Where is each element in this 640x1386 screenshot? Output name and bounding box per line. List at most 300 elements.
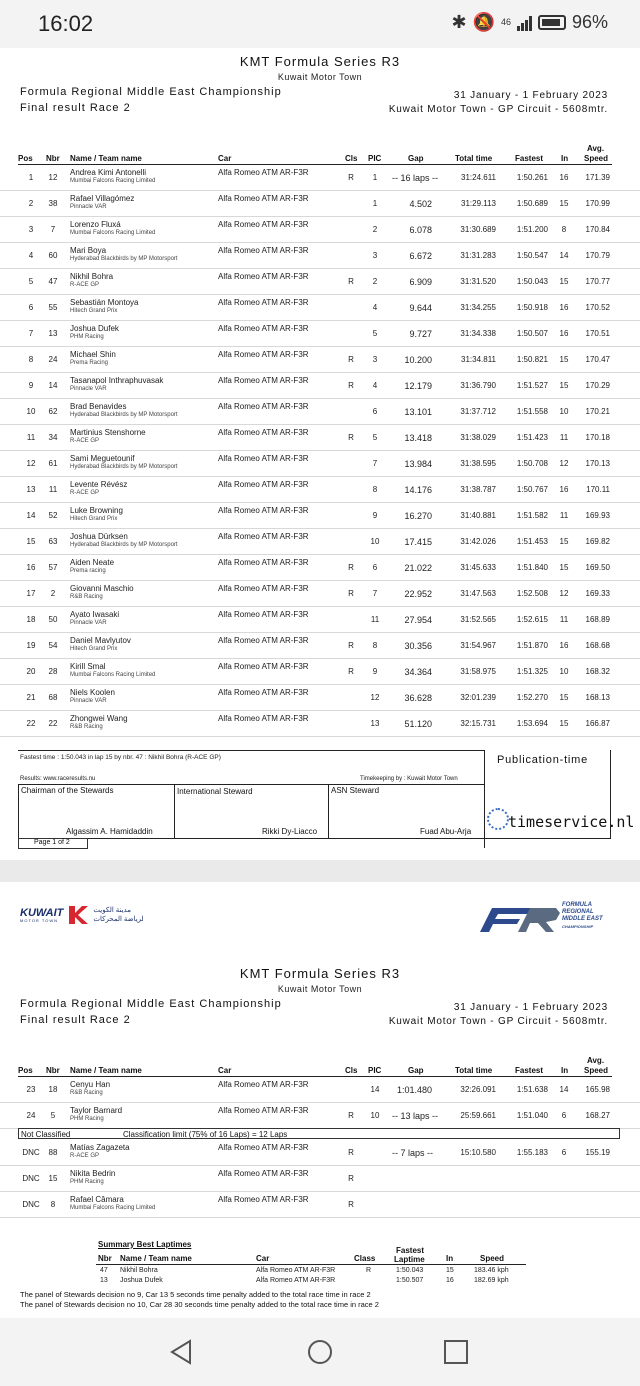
- table-row: [0, 191, 640, 217]
- cell-pic: 2: [372, 277, 378, 286]
- cell-car: Alfa Romeo ATM AR-F3R: [218, 1143, 309, 1152]
- table-row: [0, 503, 640, 529]
- cell-speed: 170.51: [585, 329, 610, 338]
- cell-gap: 6.909: [409, 277, 432, 287]
- cell-name: Daniel Mavlyutov: [70, 636, 131, 645]
- cell-car: Alfa Romeo ATM AR-F3R: [218, 246, 309, 255]
- fastest-time-note: Fastest time : 1:50.043 in lap 15 by nbr. 47 : Nikhil Bohra (R-ACE GP): [20, 754, 221, 761]
- hdr-pic: PIC: [368, 154, 382, 163]
- sum-hdr-class: Class: [354, 1254, 376, 1263]
- timekeeping: Timekeeping by : Kuwait Motor Town: [360, 776, 458, 782]
- cell-speed: 171.39: [585, 173, 610, 182]
- cell-total: 31:30.689: [460, 225, 496, 234]
- cell-pos: 1: [28, 173, 34, 182]
- cell-name: Joshua Dufek: [70, 324, 119, 333]
- cell-pos: 13: [26, 485, 36, 494]
- doc2-session: Final result Race 2: [20, 1014, 131, 1026]
- network-type: 46: [500, 17, 511, 27]
- cell-team: Prema Racing: [70, 360, 109, 366]
- cell-name: Zhongwei Wang: [70, 714, 128, 723]
- cell-fastest: 1:52.270: [516, 693, 548, 702]
- cell-in: 11: [559, 615, 569, 624]
- summary-cell-car: Alfa Romeo ATM AR-F3R: [256, 1277, 336, 1284]
- cell-pic: 1: [372, 173, 378, 182]
- cell-pic: 8: [372, 641, 378, 650]
- cell-pos: 10: [26, 407, 36, 416]
- cell-in: 12: [559, 589, 569, 598]
- cell-fastest: 1:50.821: [516, 355, 548, 364]
- back-icon[interactable]: [168, 1338, 196, 1366]
- cell-cls: R: [348, 173, 354, 182]
- cell-name: Brad Benavides: [70, 402, 127, 411]
- hdr-avg: Avg.: [587, 144, 605, 153]
- summary-cell-car: Alfa Romeo ATM AR-F3R: [256, 1267, 336, 1274]
- doc-championship: Formula Regional Middle East Championship: [20, 86, 282, 98]
- cell-gap: 16.270: [404, 511, 432, 521]
- cell-speed: 168.27: [585, 1111, 610, 1120]
- cell-nbr: 7: [50, 225, 56, 234]
- footer-rule-top: [18, 750, 484, 751]
- cell-in: 16: [559, 329, 569, 338]
- page-number: Page 1 of 2: [34, 839, 70, 846]
- sum-hdr-laptime: Laptime: [394, 1255, 425, 1264]
- cell-gap: 12.179: [404, 381, 432, 391]
- cell-team: R-ACE GP: [70, 1153, 100, 1159]
- cell-fastest: 1:50.918: [516, 303, 548, 312]
- cell-pic: 9: [372, 667, 378, 676]
- cell-cls: R: [348, 355, 354, 364]
- cell-name: Taylor Barnard: [70, 1106, 123, 1115]
- status-icons: [451, 12, 608, 33]
- cell-cls: R: [348, 1174, 354, 1183]
- doc2-venue: Kuwait Motor Town: [277, 984, 363, 994]
- cell-team: Hyderabad Blackbirds by MP Motorsport: [70, 256, 178, 262]
- cell-speed: 168.89: [585, 615, 610, 624]
- summary-cell-class: R: [366, 1267, 372, 1274]
- cell-pic: 5: [372, 433, 378, 442]
- cell-fastest: 1:50.261: [516, 173, 548, 182]
- doc2-title: KMT Formula Series R3: [239, 966, 401, 981]
- table-row: [0, 295, 640, 321]
- sum-hdr-fastest: Fastest: [396, 1246, 425, 1255]
- cell-pos: DNC: [22, 1148, 40, 1157]
- sig-bottom: [18, 838, 610, 839]
- table-row: [0, 425, 640, 451]
- stewards-note-1: The panel of Stewards decision no 9, Car 13 5 seconds time penalty added to the total race time in race 2: [20, 1290, 371, 1299]
- cell-nbr: 55: [48, 303, 58, 312]
- summary-cell-in: 16: [446, 1277, 454, 1284]
- summary-cell-laptime: 1:50.507: [396, 1277, 424, 1284]
- home-icon[interactable]: [306, 1338, 334, 1366]
- fr-text-3: MIDDLE EAST: [562, 916, 603, 922]
- cell-total: 32:15.731: [460, 719, 496, 728]
- cell-gap: 9.727: [409, 329, 432, 339]
- table-row: [0, 529, 640, 555]
- cell-team: Mumbai Falcons Racing Limited: [70, 672, 156, 678]
- table-row: [0, 1077, 640, 1103]
- cell-pos: 16: [26, 563, 36, 572]
- cell-total: 31:47.563: [460, 589, 496, 598]
- cell-fastest: 1:51.200: [516, 225, 548, 234]
- cell-nbr: 50: [48, 615, 58, 624]
- cell-gap: 6.672: [409, 251, 432, 261]
- cell-pos: 6: [28, 303, 34, 312]
- hdr2-pos: Pos: [18, 1066, 33, 1075]
- cell-name: Mari Boya: [70, 246, 107, 255]
- cell-pic: 3: [372, 251, 378, 260]
- battery-icon: [538, 15, 566, 30]
- doc2-championship: Formula Regional Middle East Championship: [20, 998, 282, 1010]
- cell-gap: 13.418: [404, 433, 432, 443]
- hdr-speed: Speed: [584, 154, 609, 163]
- table-row: [0, 269, 640, 295]
- table-row: [0, 217, 640, 243]
- cell-pic: 9: [372, 511, 378, 520]
- cell-nbr: 61: [48, 459, 58, 468]
- cell-gap: 14.176: [404, 485, 432, 495]
- cell-fastest: 1:51.423: [516, 433, 548, 442]
- summary-rule: [96, 1264, 526, 1265]
- cell-car: Alfa Romeo ATM AR-F3R: [218, 610, 309, 619]
- table-row: [0, 373, 640, 399]
- cell-pic: 12: [370, 693, 380, 702]
- hdr-car: Car: [218, 154, 232, 163]
- cell-in: 15: [559, 719, 569, 728]
- cell-team: Pinnacle VAR: [70, 698, 107, 704]
- table-row: [0, 633, 640, 659]
- cell-nbr: 88: [48, 1148, 58, 1157]
- cell-fastest: 1:52.615: [516, 615, 548, 624]
- cell-nbr: 38: [48, 199, 58, 208]
- cell-in: 15: [559, 355, 569, 364]
- table-row: [0, 659, 640, 685]
- cell-team: R-ACE GP: [70, 490, 100, 496]
- cell-cls: R: [348, 381, 354, 390]
- cell-in: 14: [559, 251, 569, 260]
- table-row: [0, 685, 640, 711]
- table-row: [0, 321, 640, 347]
- cell-fastest: 1:51.453: [516, 537, 548, 546]
- cell-speed: 166.87: [585, 719, 610, 728]
- cell-total: 31:37.712: [460, 407, 496, 416]
- doc-circuit: Kuwait Motor Town - GP Circuit - 5608mtr.: [388, 104, 608, 115]
- cell-in: 15: [559, 537, 569, 546]
- cell-name: Andrea Kimi Antonelli: [70, 168, 147, 177]
- cell-speed: 170.29: [585, 381, 610, 390]
- doc-title: KMT Formula Series R3: [239, 54, 401, 69]
- cell-speed: 168.68: [585, 641, 610, 650]
- cell-gap: 6.078: [409, 225, 432, 235]
- cell-nbr: 15: [48, 1174, 58, 1183]
- cell-fastest: 1:51.638: [516, 1085, 548, 1094]
- cell-speed: 165.98: [585, 1085, 610, 1094]
- cell-nbr: 14: [48, 381, 58, 390]
- cell-total: 31:24.611: [461, 173, 496, 182]
- cell-total: 31:31.520: [460, 277, 496, 286]
- table-row: [0, 347, 640, 373]
- not-classified-label: Not Classified: [21, 1130, 71, 1139]
- cell-fastest: 1:51.325: [516, 667, 548, 676]
- cell-pos: 8: [28, 355, 34, 364]
- table-row: [0, 1103, 640, 1129]
- fr-text-2: REGIONAL: [562, 909, 594, 915]
- cell-car: Alfa Romeo ATM AR-F3R: [218, 324, 309, 333]
- cell-cls: R: [348, 1200, 354, 1209]
- cell-gap: -- 7 laps --: [392, 1148, 434, 1158]
- cell-fastest: 1:50.043: [516, 277, 548, 286]
- asn-steward-label: ASN Steward: [331, 786, 380, 795]
- cell-speed: 170.79: [585, 251, 610, 260]
- cell-car: Alfa Romeo ATM AR-F3R: [218, 1195, 309, 1204]
- cell-in: 6: [561, 1111, 567, 1120]
- cell-pos: 18: [26, 615, 36, 624]
- cell-name: Michael Shin: [70, 350, 116, 359]
- cell-pos: 11: [26, 433, 36, 442]
- classification-limit: Classification limit (75% of 16 Laps) = 12 Laps: [123, 1130, 288, 1139]
- cell-pos: 4: [28, 251, 34, 260]
- status-time: 16:02: [38, 11, 94, 36]
- cell-pos: 12: [26, 459, 36, 468]
- cell-gap: 1:01.480: [396, 1085, 432, 1095]
- cell-pos: 14: [26, 511, 36, 520]
- hdr2-total: Total time: [455, 1066, 493, 1075]
- publication-time: Publication-time: [497, 754, 589, 766]
- cell-cls: R: [348, 277, 354, 286]
- battery-level: 96%: [571, 12, 608, 32]
- cell-gap: -- 16 laps --: [392, 173, 439, 183]
- doc-dates: 31 January - 1 February 2023: [453, 90, 608, 101]
- cell-in: 10: [559, 667, 569, 676]
- sig-div1: [174, 784, 175, 838]
- cell-gap: 34.364: [404, 667, 432, 677]
- cell-in: 8: [561, 225, 567, 234]
- cell-pic: 13: [370, 719, 380, 728]
- cell-nbr: 22: [48, 719, 58, 728]
- recents-icon[interactable]: [442, 1338, 470, 1366]
- fr-text-4: CHAMPIONSHIP: [562, 924, 594, 929]
- hdr2-name: Name / Team name: [70, 1066, 142, 1075]
- cell-nbr: 2: [50, 589, 56, 598]
- hdr-nbr: Nbr: [46, 154, 60, 163]
- cell-car: Alfa Romeo ATM AR-F3R: [218, 558, 309, 567]
- cell-in: 15: [559, 199, 569, 208]
- doc2-dates: 31 January - 1 February 2023: [453, 1002, 608, 1013]
- cell-name: Rafael Villagómez: [70, 194, 135, 203]
- table-row: [0, 555, 640, 581]
- cell-car: Alfa Romeo ATM AR-F3R: [218, 506, 309, 515]
- cell-pos: 24: [26, 1111, 36, 1120]
- cell-pic: 7: [372, 589, 378, 598]
- cell-team: Prema racing: [70, 568, 106, 574]
- results-url: Results: www.raceresults.nu: [20, 776, 96, 782]
- stewards-note-2: The panel of Stewards decision no 10, Car 28 30 seconds time penalty added to the total race time in race 2: [20, 1300, 379, 1309]
- cell-nbr: 34: [48, 433, 58, 442]
- cell-cls: R: [348, 589, 354, 598]
- cell-car: Alfa Romeo ATM AR-F3R: [218, 402, 309, 411]
- cell-total: 31:38.787: [460, 485, 496, 494]
- cell-name: Joshua Dürksen: [70, 532, 128, 541]
- not-classified-bar: [18, 1128, 620, 1139]
- cell-name: Cenyu Han: [70, 1080, 111, 1089]
- hdr-gap: Gap: [408, 154, 424, 163]
- cell-nbr: 52: [48, 511, 58, 520]
- cell-nbr: 57: [48, 563, 58, 572]
- cell-fastest: 1:50.708: [516, 459, 548, 468]
- document-page-1: [0, 48, 640, 860]
- doc-venue: Kuwait Motor Town: [277, 72, 363, 82]
- cell-car: Alfa Romeo ATM AR-F3R: [218, 350, 309, 359]
- sum-hdr-nbr: Nbr: [98, 1254, 112, 1263]
- cell-speed: 170.77: [585, 277, 610, 286]
- formula-regional-logo: [472, 898, 612, 938]
- table-row: [0, 243, 640, 269]
- hdr2-avg: Avg.: [587, 1056, 605, 1065]
- cell-name: Lorenzo Fluxá: [70, 220, 121, 229]
- cell-total: 31:34.338: [460, 329, 496, 338]
- cell-fastest: 1:53.694: [516, 719, 548, 728]
- cell-name: Giovanni Maschio: [70, 584, 134, 593]
- doc-session: Final result Race 2: [20, 102, 131, 114]
- intl-steward-name: Rikki Dy-Liacco: [262, 827, 318, 836]
- fr-text-1: FORMULA: [562, 902, 592, 908]
- cell-fastest: 1:51.582: [516, 511, 548, 520]
- cell-team: PHM Racing: [70, 1179, 104, 1185]
- kuwait-motor-town-logo: KUWAIT MOTOR TOWN مدينة الكويت لرياضة المحركات: [20, 904, 144, 926]
- summary-cell-name: Nikhil Bohra: [120, 1267, 158, 1274]
- cell-speed: 170.99: [585, 199, 610, 208]
- cell-speed: 170.84: [585, 225, 610, 234]
- intl-steward-label: International Steward: [177, 787, 253, 796]
- summary-cell-speed: 183.46 kph: [474, 1267, 509, 1274]
- hdr2-speed: Speed: [584, 1066, 609, 1075]
- cell-in: 16: [559, 173, 569, 182]
- cell-total: 31:42.026: [460, 537, 496, 546]
- cell-name: Kirill Smal: [70, 662, 106, 671]
- hdr-name: Name / Team name: [70, 154, 142, 163]
- cell-speed: 168.13: [585, 693, 610, 702]
- cell-pic: 10: [370, 1111, 380, 1120]
- cell-speed: 170.11: [586, 485, 610, 494]
- cell-fastest: 1:52.508: [516, 589, 548, 598]
- cell-nbr: 24: [48, 355, 58, 364]
- cell-pos: 17: [26, 589, 36, 598]
- footer-divider: [484, 750, 485, 848]
- sum-hdr-name: Name / Team name: [120, 1254, 192, 1263]
- cell-name: Luke Browning: [70, 506, 123, 515]
- cell-nbr: 63: [48, 537, 58, 546]
- cell-team: Hyderabad Blackbirds by MP Motorsport: [70, 464, 178, 470]
- cell-team: R&B Racing: [70, 1090, 103, 1096]
- cell-pic: 8: [372, 485, 378, 494]
- cell-pos: 5: [28, 277, 34, 286]
- sig-div2: [328, 784, 329, 838]
- table-row: [0, 581, 640, 607]
- cell-name: Sebastián Montoya: [70, 298, 139, 307]
- cell-in: 16: [559, 303, 569, 312]
- cell-pic: 7: [372, 459, 378, 468]
- cell-in: 14: [559, 1085, 569, 1094]
- cell-nbr: 11: [48, 485, 58, 494]
- cell-car: Alfa Romeo ATM AR-F3R: [218, 454, 309, 463]
- cell-nbr: 62: [48, 407, 58, 416]
- cell-car: Alfa Romeo ATM AR-F3R: [218, 428, 309, 437]
- cell-team: Hitech Grand Prix: [70, 308, 118, 314]
- cell-gap: 21.022: [404, 563, 432, 573]
- cell-team: R-ACE GP: [70, 438, 100, 444]
- cell-in: 15: [559, 563, 569, 572]
- summary-cell-in: 15: [446, 1267, 454, 1274]
- table-row: [0, 399, 640, 425]
- hdr-fastest: Fastest: [515, 154, 544, 163]
- cell-in: 15: [559, 381, 569, 390]
- cell-in: 10: [559, 407, 569, 416]
- cell-total: 31:40.881: [460, 511, 496, 520]
- cell-name: Tasanapol Inthraphuvasak: [70, 376, 164, 385]
- cell-speed: 170.18: [585, 433, 610, 442]
- chairman-label: Chairman of the Stewards: [21, 786, 114, 795]
- summary-cell-nbr: 13: [100, 1277, 108, 1284]
- hdr2-cls: Cls: [345, 1066, 358, 1075]
- table-row: [0, 165, 640, 191]
- cell-name: Martinius Stenshorne: [70, 428, 146, 437]
- cell-pic: 14: [370, 1085, 380, 1094]
- table-row: [0, 711, 640, 737]
- document-page-2: [0, 882, 640, 1318]
- cell-car: Alfa Romeo ATM AR-F3R: [218, 1080, 309, 1089]
- cell-nbr: 13: [48, 329, 58, 338]
- table-row: [0, 1192, 640, 1218]
- cell-cls: R: [348, 1148, 354, 1157]
- cell-total: 31:45.633: [460, 563, 496, 572]
- cell-name: Levente Révész: [70, 480, 128, 489]
- cell-nbr: 5: [50, 1111, 56, 1120]
- hdr2-gap: Gap: [408, 1066, 424, 1075]
- table-row: [0, 607, 640, 633]
- cell-team: R&B Racing: [70, 594, 103, 600]
- cell-pos: DNC: [22, 1174, 40, 1183]
- status-bar: [0, 0, 640, 48]
- cell-fastest: 1:51.870: [516, 641, 548, 650]
- table-row: [0, 451, 640, 477]
- cell-nbr: 12: [48, 173, 58, 182]
- cell-pos: 3: [28, 225, 34, 234]
- cell-nbr: 60: [48, 251, 58, 260]
- cell-team: Hitech Grand Prix: [70, 646, 118, 652]
- cell-gap: 36.628: [404, 693, 432, 703]
- cell-team: Pinnacle VAR: [70, 386, 107, 392]
- cell-total: 31:38.595: [460, 459, 496, 468]
- cell-gap: 17.415: [404, 537, 432, 547]
- cell-fastest: 1:50.767: [516, 485, 548, 494]
- cell-car: Alfa Romeo ATM AR-F3R: [218, 194, 309, 203]
- cell-gap: 4.502: [409, 199, 432, 209]
- summary-title: Summary Best Laptimes: [98, 1240, 192, 1249]
- cell-name: Nikhil Bohra: [70, 272, 114, 281]
- signal-icon: [517, 15, 532, 31]
- cell-speed: 169.33: [585, 589, 610, 598]
- cell-pic: 4: [372, 381, 378, 390]
- bluetooth-icon: ✱: [451, 12, 467, 32]
- cell-pic: 1: [372, 199, 378, 208]
- cell-in: 16: [559, 641, 569, 650]
- mute-icon: 🔕: [472, 12, 495, 32]
- cell-total: 32:26.091: [460, 1085, 496, 1094]
- hdr2-nbr: Nbr: [46, 1066, 60, 1075]
- asn-steward-name: Fuad Abu-Arja: [420, 827, 472, 836]
- cell-gap: 22.952: [404, 589, 432, 599]
- cell-name: Rafael Câmara: [70, 1195, 124, 1204]
- cell-gap: 27.954: [404, 615, 432, 625]
